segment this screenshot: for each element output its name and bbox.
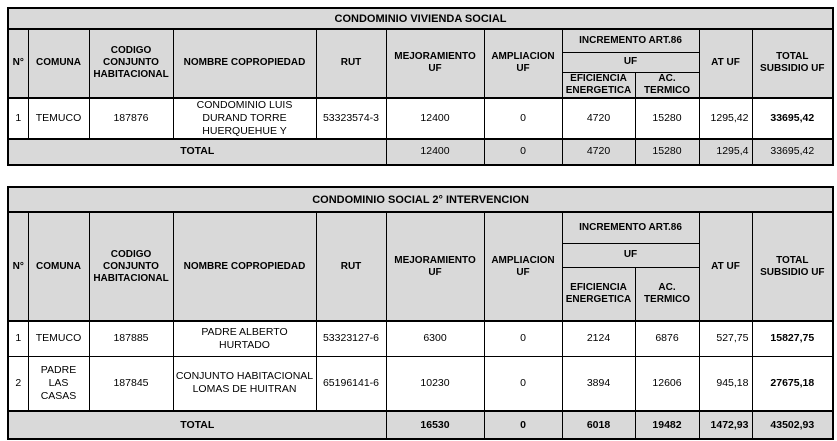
header-ampliacion-uf: AMPLIACION UF <box>484 29 562 98</box>
header-incremento-uf: UF <box>562 52 699 72</box>
header-ampliacion-uf: AMPLIACION UF <box>484 212 562 321</box>
table-row <box>8 321 833 356</box>
cell-total-subsidio: 33695,42 <box>752 98 833 139</box>
header-nombre-copropiedad: NOMBRE COPROPIEDAD <box>173 29 316 98</box>
cell-rut: 53323574-3 <box>316 98 386 139</box>
cell-comuna: PADRE LAS CASAS <box>28 356 89 411</box>
cell-nombre: CONJUNTO HABITACIONAL LOMAS DE HUITRAN <box>173 356 316 411</box>
header-rut: RUT <box>316 212 386 321</box>
cell-nombre: CONDOMINIO LUIS DURAND TORRE HUERQUEHUE Y <box>173 98 316 139</box>
cell-ac-termico: 6876 <box>635 321 699 356</box>
header-comuna: COMUNA <box>28 212 89 321</box>
header-total-subsidio-uf: TOTAL SUBSIDIO UF <box>752 212 833 321</box>
cell-codigo: 187845 <box>89 356 173 411</box>
cell-total-subsidio: 27675,18 <box>752 356 833 411</box>
header-ac-termico: AC. TERMICO <box>635 267 699 321</box>
cell-num: 2 <box>8 356 28 411</box>
cell-mejoramiento: 6300 <box>386 321 484 356</box>
total-total-subsidio: 33695,42 <box>752 139 833 165</box>
header-codigo-conjunto-habitacional: CODIGO CONJUNTO HABITACIONAL <box>89 29 173 98</box>
cell-nombre: PADRE ALBERTO HURTADO <box>173 321 316 356</box>
total-row <box>8 411 833 439</box>
table-condominio-vivienda-social <box>7 7 834 166</box>
cell-at-uf: 527,75 <box>699 321 752 356</box>
cell-mejoramiento: 12400 <box>386 98 484 139</box>
cell-ampliacion: 0 <box>484 98 562 139</box>
total-eficiencia: 6018 <box>562 411 635 439</box>
cell-comuna: TEMUCO <box>28 98 89 139</box>
cell-ac-termico: 15280 <box>635 98 699 139</box>
header-num: N° <box>8 29 28 98</box>
total-mejoramiento: 16530 <box>386 411 484 439</box>
cell-mejoramiento: 10230 <box>386 356 484 411</box>
cell-num: 1 <box>8 98 28 139</box>
header-codigo-conjunto-habitacional: CODIGO CONJUNTO HABITACIONAL <box>89 212 173 321</box>
total-ac-termico: 19482 <box>635 411 699 439</box>
total-mejoramiento: 12400 <box>386 139 484 165</box>
cell-rut: 53323127-6 <box>316 321 386 356</box>
cell-ac-termico: 12606 <box>635 356 699 411</box>
total-row <box>8 139 833 165</box>
cell-rut: 65196141-6 <box>316 356 386 411</box>
header-ac-termico: AC. TERMICO <box>635 72 699 98</box>
header-comuna: COMUNA <box>28 29 89 98</box>
header-mejoramiento-uf: MEJORAMIENTO UF <box>386 212 484 321</box>
total-at-uf: 1295,4 <box>699 139 752 165</box>
cell-codigo: 187885 <box>89 321 173 356</box>
header-incremento-uf: UF <box>562 243 699 267</box>
table-row <box>8 356 833 411</box>
total-eficiencia: 4720 <box>562 139 635 165</box>
cell-total-subsidio: 15827,75 <box>752 321 833 356</box>
total-ac-termico: 15280 <box>635 139 699 165</box>
total-at-uf: 1472,93 <box>699 411 752 439</box>
cell-at-uf: 945,18 <box>699 356 752 411</box>
header-num: N° <box>8 212 28 321</box>
cell-eficiencia: 2124 <box>562 321 635 356</box>
header-rut: RUT <box>316 29 386 98</box>
cell-eficiencia: 3894 <box>562 356 635 411</box>
cell-ampliacion: 0 <box>484 356 562 411</box>
header-incremento-art86: INCREMENTO ART.86 <box>562 212 699 243</box>
header-incremento-art86: INCREMENTO ART.86 <box>562 29 699 52</box>
cell-codigo: 187876 <box>89 98 173 139</box>
total-total-subsidio: 43502,93 <box>752 411 833 439</box>
cell-ampliacion: 0 <box>484 321 562 356</box>
header-eficiencia-energetica: EFICIENCIA ENERGETICA <box>562 267 635 321</box>
total-label: TOTAL <box>8 411 386 439</box>
total-label: TOTAL <box>8 139 386 165</box>
cell-eficiencia: 4720 <box>562 98 635 139</box>
cell-num: 1 <box>8 321 28 356</box>
header-eficiencia-energetica: EFICIENCIA ENERGETICA <box>562 72 635 98</box>
cell-comuna: TEMUCO <box>28 321 89 356</box>
table-row <box>8 98 833 139</box>
table-condominio-social-2-intervencion <box>7 186 834 440</box>
cell-at-uf: 1295,42 <box>699 98 752 139</box>
total-ampliacion: 0 <box>484 411 562 439</box>
header-nombre-copropiedad: NOMBRE COPROPIEDAD <box>173 212 316 321</box>
table-title: CONDOMINIO VIVIENDA SOCIAL <box>8 8 833 29</box>
table-title: CONDOMINIO SOCIAL 2° INTERVENCION <box>8 187 833 212</box>
header-total-subsidio-uf: TOTAL SUBSIDIO UF <box>752 29 833 98</box>
header-mejoramiento-uf: MEJORAMIENTO UF <box>386 29 484 98</box>
header-at-uf: AT UF <box>699 29 752 98</box>
total-ampliacion: 0 <box>484 139 562 165</box>
header-at-uf: AT UF <box>699 212 752 321</box>
